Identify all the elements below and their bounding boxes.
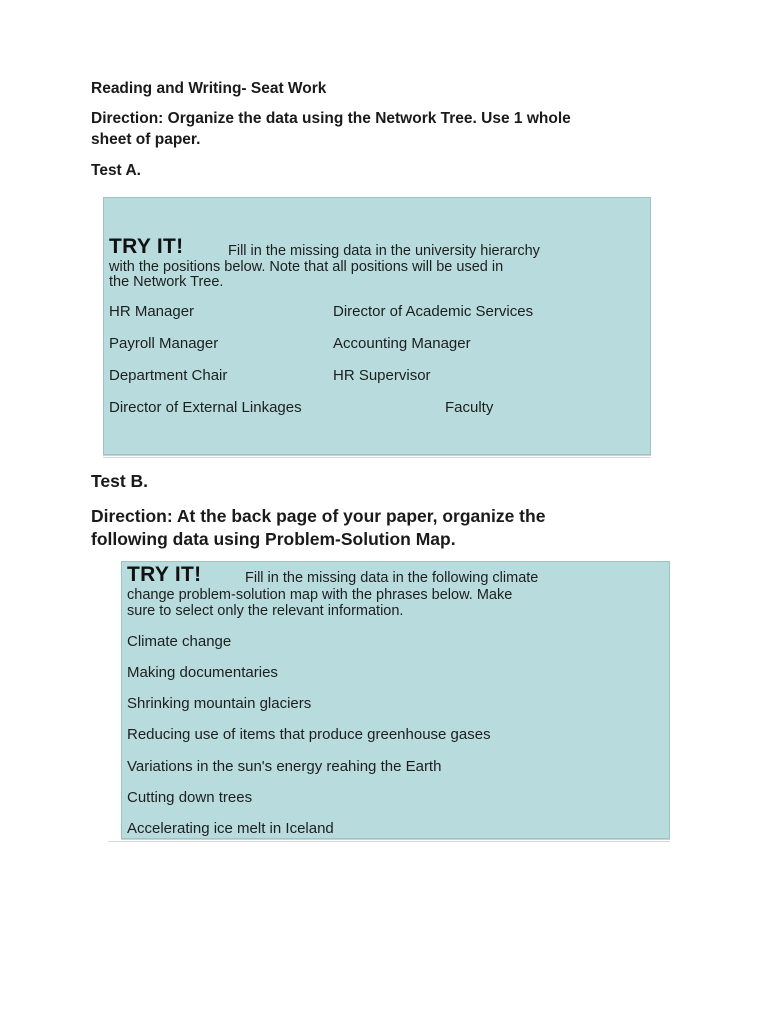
box-a-item: Department Chair (109, 367, 228, 384)
box-a-underline (103, 457, 651, 458)
box-a-try-label: TRY IT! (109, 235, 184, 258)
direction-b-line2: following data using Problem-Solution Map. (91, 529, 456, 549)
box-b-item: Variations in the sun's energy reahing the Earth (127, 758, 442, 775)
box-b-intro-line1: Fill in the missing data in the following climate (245, 570, 539, 586)
box-a-item: Payroll Manager (109, 335, 219, 352)
box-b-item: Climate change (127, 633, 232, 650)
box-a-intro-line1: Fill in the missing data in the university hierarchy (228, 243, 540, 259)
direction-a-line1: Direction: Organize the data using the Network Tree. Use 1 whole (91, 110, 571, 127)
test-a-label: Test A. (91, 162, 141, 179)
box-a-intro-line3: the Network Tree. (109, 274, 224, 290)
test-b-label: Test B. (91, 471, 149, 491)
box-a-item: HR Supervisor (333, 367, 431, 384)
box-b-intro-line2: change problem-solution map with the phrases below. Make (127, 587, 513, 603)
box-a-item: Director of External Linkages (109, 399, 302, 416)
box-a-item: HR Manager (109, 303, 195, 320)
box-b-intro-line3: sure to select only the relevant information. (127, 603, 404, 619)
box-a-item: Director of Academic Services (333, 303, 534, 320)
try-it-box-a (103, 197, 651, 455)
direction-b-line1: Direction: At the back page of your paper, organize the (91, 506, 546, 526)
box-a-item: Faculty (445, 399, 494, 416)
page-title: Reading and Writing- Seat Work (91, 80, 327, 97)
box-a-intro-line2: with the positions below. Note that all positions will be used in (109, 259, 504, 275)
box-b-item: Cutting down trees (127, 789, 253, 806)
box-b-item: Accelerating ice melt in Iceland (127, 820, 334, 837)
box-a-item: Accounting Manager (333, 335, 471, 352)
box-b-item: Reducing use of items that produce greenhouse gases (127, 726, 491, 743)
box-b-item: Making documentaries (127, 664, 278, 681)
box-b-underline (108, 841, 670, 842)
box-b-try-label: TRY IT! (127, 563, 202, 586)
box-b-item: Shrinking mountain glaciers (127, 695, 312, 712)
direction-a-line2: sheet of paper. (91, 131, 201, 148)
